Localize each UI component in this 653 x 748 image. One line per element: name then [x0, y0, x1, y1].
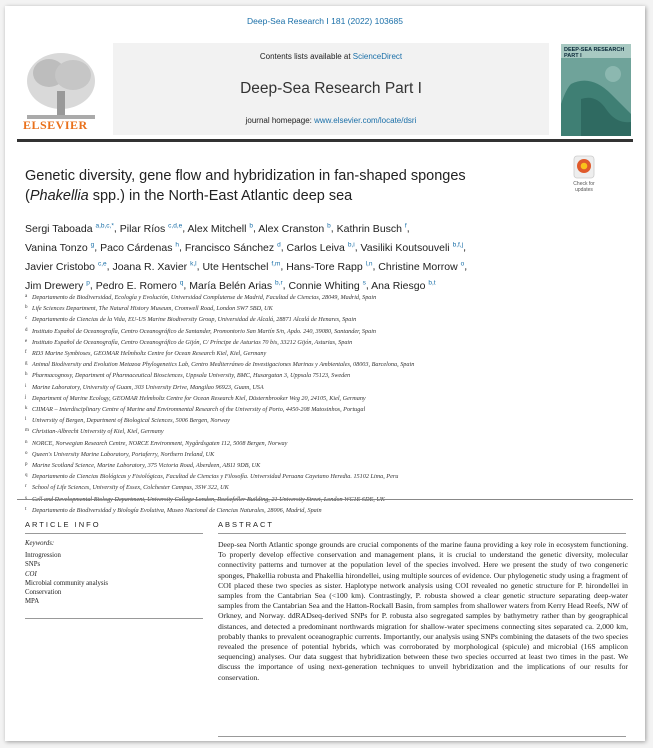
- affiliation: t Departamento de Biodiversidad y Biología Evolutiva, Museo Nacional de Ciencias Naturales, 28006, Madrid, Spain: [25, 506, 322, 514]
- author[interactable]: Carlos Leiva $^{b,i}$: [286, 241, 355, 254]
- affiliation: e Instituto Español de Oceanografía, Centro Oceanográfico de Gijón, C/ Príncipe de Asturias 70 bis, 33212 Gijón, Asturias, Spain: [25, 338, 353, 346]
- affiliation: h Pharmacognosy, Department of Pharmaceutical Biosciences, Uppsala University, BMC, Husargatan 3, Uppsala 75123, Sweden: [25, 372, 351, 380]
- publisher-name: ELSEVIER: [23, 118, 88, 132]
- affiliation: k CIIMAR – Interdisciplinary Centre of Marine and Environmental Research of the University of Porto, 4450-208 Matosinhos, Portugal: [25, 406, 366, 414]
- author[interactable]: Christine Morrow $^o$: [378, 260, 465, 273]
- author[interactable]: Connie Whiting $^s$: [288, 279, 366, 292]
- affiliation: r School of Life Sciences, University of Essex, Colchester Campus, 3SW 322, UK: [25, 484, 229, 492]
- affiliation: a Departamento de Biodiversidad, Ecología y Evolución, Universidad Complutense de Madrid, Facultad de Ciencias, 28049, Madrid, Spain: [25, 294, 377, 301]
- affiliation: b Life Sciences Department, The Natural History Museum, Cromwell Road, London SW7 5BD, UK: [25, 305, 273, 313]
- article-page: [5, 6, 645, 741]
- affiliation: f RD3 Marine Symbioses, GEOMAR Helmholtz Centre for Ocean Research Kiel, Kiel, Germany: [25, 350, 267, 358]
- keyword: COI: [25, 570, 37, 578]
- article-info-heading: ARTICLE INFO: [25, 520, 101, 529]
- affiliation-list: [25, 292, 625, 516]
- author[interactable]: Sergi Taboada $^{a,b,c,*}$: [25, 222, 114, 235]
- affiliation: l University of Bergen, Department of Biological Sciences, 5006 Bergen, Norway: [25, 417, 230, 425]
- journal-title: Deep-Sea Research Part I: [240, 80, 422, 97]
- affiliation: p Marine Scotland Science, Marine Laboratory, 375 Victoria Road, Aberdeen, AB11 9DB, UK: [25, 462, 261, 470]
- author[interactable]: Jim Drewery $^p$: [25, 279, 90, 292]
- keywords-rule: [25, 618, 203, 619]
- keyword-list: [25, 551, 108, 607]
- contents-line: Contents lists available at ScienceDirect: [259, 52, 403, 61]
- author[interactable]: Kathrin Busch $^f$: [336, 222, 407, 235]
- keyword: SNPs: [25, 561, 41, 569]
- check-updates-icon: [568, 155, 600, 181]
- author[interactable]: Pedro E. Romero $^q$: [95, 279, 184, 292]
- running-head[interactable]: Deep-Sea Research I 181 (2022) 103685: [247, 16, 403, 26]
- affiliation: i Marine Laboratory, University of Guam, 303 University Drive, Mangilao 96923, Guam, USA: [25, 383, 264, 391]
- abstract-heading: ABSTRACT: [218, 520, 275, 529]
- journal-cover[interactable]: [561, 44, 631, 136]
- author[interactable]: Vanina Tonzo $^g$: [25, 241, 95, 254]
- affiliation: d Instituto Español de Oceanografía, Centro Oceanográfico de Santander, Promontorio San Martín S/n, Apdo. 240, 39080, Santander, Spain: [25, 327, 377, 335]
- author[interactable]: Alex Mitchell $^b$: [187, 222, 254, 235]
- affiliation: j Department of Marine Ecology, GEOMAR Helmholtz Centre for Ocean Research Kiel, Düsternbrooker Weg 20, 24105, Kiel, Germany: [25, 394, 366, 402]
- author[interactable]: María Belén Arias $^{b,r}$: [189, 279, 283, 292]
- keywords-heading: Keywords:: [25, 540, 55, 547]
- cover-title: DEEP-SEA RESEARCH PART I: [564, 47, 625, 59]
- keyword: Conservation: [25, 589, 62, 597]
- article-info-rule: [25, 533, 203, 534]
- keyword: MPA: [25, 598, 40, 606]
- affiliation: q Departamento de Ciencias Biológicas y Fisiológicas, Facultad de Ciencias y Filosofía. Universidad Peruana Cayetano Heredia. 15102 Lima, Peru: [25, 473, 399, 481]
- author[interactable]: Hans-Tore Rapp $^{l,n}$: [286, 260, 373, 273]
- homepage-link[interactable]: www.elsevier.com/locate/dsri: [314, 116, 417, 125]
- author[interactable]: Vasiliki Koutsouveli $^{b,f,j}$: [360, 241, 464, 254]
- author[interactable]: Ute Hentschel $^{f,m}$: [202, 260, 281, 273]
- author[interactable]: Alex Cranston $^b$: [258, 222, 331, 235]
- homepage-line: journal homepage: www.elsevier.com/locate/dsri: [245, 116, 417, 125]
- sciencedirect-link[interactable]: ScienceDirect: [352, 52, 403, 61]
- author[interactable]: Francisco Sánchez $^d$: [184, 241, 281, 254]
- author[interactable]: Javier Cristobo $^{c,e}$: [25, 260, 107, 273]
- author[interactable]: Ana Riesgo $^{b,t}$: [371, 279, 436, 292]
- author[interactable]: Paco Cárdenas $^h$: [100, 241, 179, 254]
- author-list: Sergi Taboada $^{a,b,c,*}$, Pilar Ríos $^{c,d,e}$, Alex Mitchell $^b$, Alex Cranston $^b$, Kathrin Busch $^f$, Vanina Tonzo $^g$, Paco Cárdenas $^h$, Francisco Sánchez $^d$, Carlos Leiva $^{b,i}$, Vasiliki Koutsouveli $^{b,f,j}$, Javier Cristobo $^{c,e}$, Joana R. Xavier $^{k,l}$, Ute Hentschel $^{f,m}$, Hans-Tore Rapp $^{l,n}$, Christine Morrow $^o$, Jim Drewery $^p$, Pedro E. Romero $^q$, María Belén Arias $^{b,r}$, Connie Whiting $^s$, Ana Riesgo $^{b,t}$: [25, 222, 468, 292]
- affiliation: m Christian-Albrecht University of Kiel, Kiel, Germany: [25, 428, 164, 436]
- check-for-updates-badge[interactable]: [568, 155, 600, 195]
- abstract-rule: [218, 533, 626, 534]
- abstract-bottom-rule: [218, 736, 626, 737]
- abstract-body: Deep-sea North Atlantic sponge grounds are crucial components of the marine fauna providing a key role in ecosystem functioning. To properly develop effective conservation and management plans, it is crucial to understand the genetic diversity, molecular connectivity patterns and turnover at the population level of the species involved. Here we present the study of two congeneric sponges, Phakellia robusta and Phakellia hirondellei, using multiple sources of evidence. Our phylogenetic study using a fragment of COI placed these two species as sister. Haplotype network analysis using COI revealed no genetic structure for P. hirondellei in samples from the Cantabrian Sea (<100 km). Contrastingly, P. robusta showed a clear genetic structure separating deep-water samples from the Cantabrian Sea and the Hatton-Rockall Basin, from samples from shallower waters from Kerry Head Reefs, NW of Orkney, and Norway. ddRADseq-derived SNPs for P. robusta also segregated samples by bathymetry rather than by geographical distances, and detected a predominant northwards migration for shallow-water specimens connecting sites separated ca. 2,000 km, probably thanks to prevalent oceanographic currents. Importantly, our analysis using SNPs combining the datasets of the two species revealed the presence of potential hybrids, which was corroborated by morphological (spicule) and microbial (16S amplicon sequencing) analyses. Our data suggest that hybridization between these two species occurred at least two times in the past. We discuss the importance of using next-generation techniques to unveil hybridization and the implications of our results for conservation.: [218, 540, 628, 682]
- keyword: Microbial community analysis: [25, 579, 109, 587]
- affiliation-rule: [17, 499, 633, 500]
- check-updates-label: Check for updates: [573, 181, 595, 193]
- author[interactable]: Pilar Ríos $^{c,d,e}$: [119, 222, 183, 235]
- article-title: Genetic diversity, gene flow and hybridization in fan-shaped sponges (Phakellia spp.) in the North-East Atlantic deep sea: [25, 168, 466, 204]
- affiliation: c Departamento de Ciencias de la Vida, EU-US Marine Biodiversity Group, Universidad de Alcalá, 28871 Alcalá de Henares, Spain: [25, 316, 357, 324]
- affiliation: g Animal Biodiversity and Evolution Metazoa Phylogenetics Lab, Centro Mediterráneo de Investigaciones Marinas y Ambientales, 08003, Barcelona, Spain: [25, 361, 415, 369]
- affiliation: o Queen's University Marine Laboratory, Portaferry, Northern Ireland, UK: [25, 450, 215, 458]
- author[interactable]: Joana R. Xavier $^{k,l}$: [112, 260, 197, 273]
- keyword: Introgression: [25, 552, 61, 559]
- journal-header: [113, 43, 549, 135]
- affiliation: n NORCE, Norwegian Research Centre, NORCE Environment, Nygårdsgaten 112, 5008 Bergen, Norway: [25, 439, 288, 447]
- header-rule: [17, 139, 633, 142]
